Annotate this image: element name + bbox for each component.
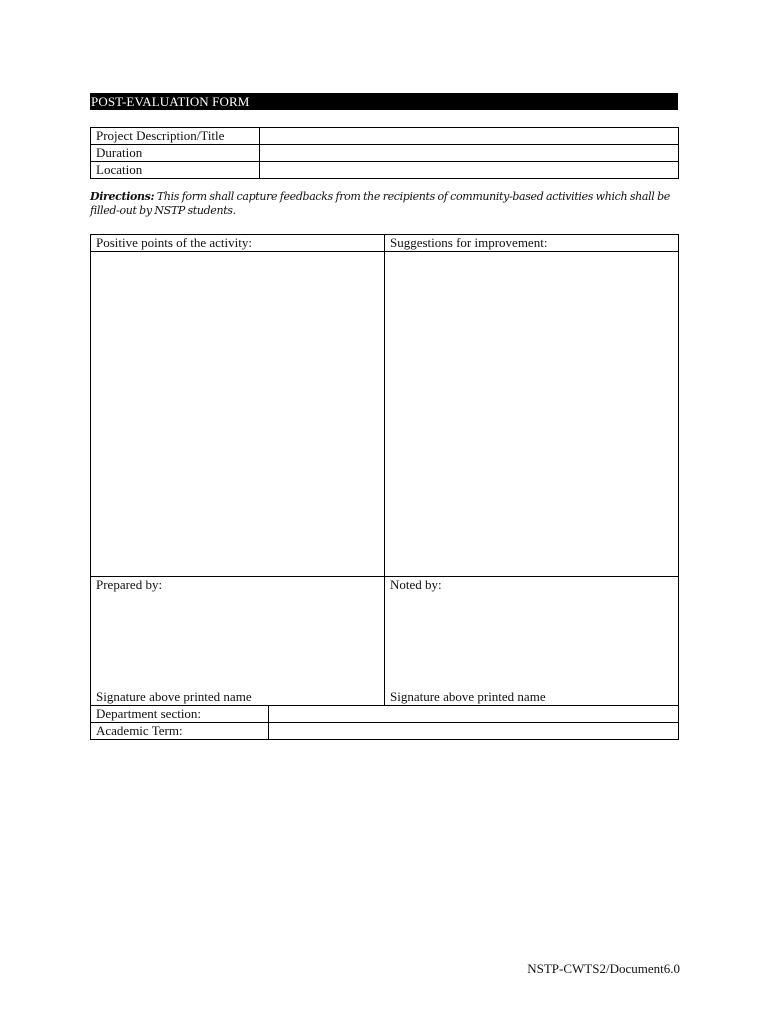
- department-label: Department section:: [91, 706, 269, 723]
- academic-term-field[interactable]: [269, 723, 679, 740]
- department-row: [91, 706, 679, 723]
- document-code: NSTP-CWTS2/Document6.0: [527, 961, 680, 976]
- department-field[interactable]: [269, 706, 679, 723]
- noted-signature-caption: Signature above printed name: [390, 689, 546, 704]
- footer-info-table: [90, 705, 679, 740]
- prepared-by-cell[interactable]: [91, 577, 385, 706]
- evaluation-body-row: [91, 252, 679, 577]
- noted-by-cell[interactable]: [385, 577, 679, 706]
- duration-label: Duration: [91, 145, 260, 162]
- directions-body: This form shall capture feedbacks from the recipients of community-based activities which shall be filled-out by NSTP students.: [90, 190, 670, 217]
- positive-points-header: Positive points of the activity:: [91, 235, 385, 252]
- project-title-row: [91, 128, 679, 145]
- directions-label: Directions:: [90, 190, 155, 203]
- evaluation-table: [90, 234, 679, 706]
- project-title-label: Project Description/Title: [91, 128, 260, 145]
- duration-field[interactable]: [260, 145, 679, 162]
- evaluation-header-row: [91, 235, 679, 252]
- noted-by-label: Noted by:: [390, 577, 442, 592]
- positive-points-field[interactable]: [91, 252, 385, 577]
- directions-text: [90, 190, 680, 218]
- page-title: POST-EVALUATION FORM: [90, 93, 678, 110]
- location-field[interactable]: [260, 162, 679, 179]
- project-info-table: [90, 127, 679, 179]
- signature-row: [91, 577, 679, 706]
- suggestions-field[interactable]: [385, 252, 679, 577]
- duration-row: [91, 145, 679, 162]
- project-title-field[interactable]: [260, 128, 679, 145]
- location-row: [91, 162, 679, 179]
- prepared-signature-caption: Signature above printed name: [96, 689, 252, 704]
- suggestions-header: Suggestions for improvement:: [385, 235, 679, 252]
- prepared-by-label: Prepared by:: [96, 577, 163, 592]
- location-label: Location: [91, 162, 260, 179]
- academic-term-label: Academic Term:: [91, 723, 269, 740]
- academic-term-row: [91, 723, 679, 740]
